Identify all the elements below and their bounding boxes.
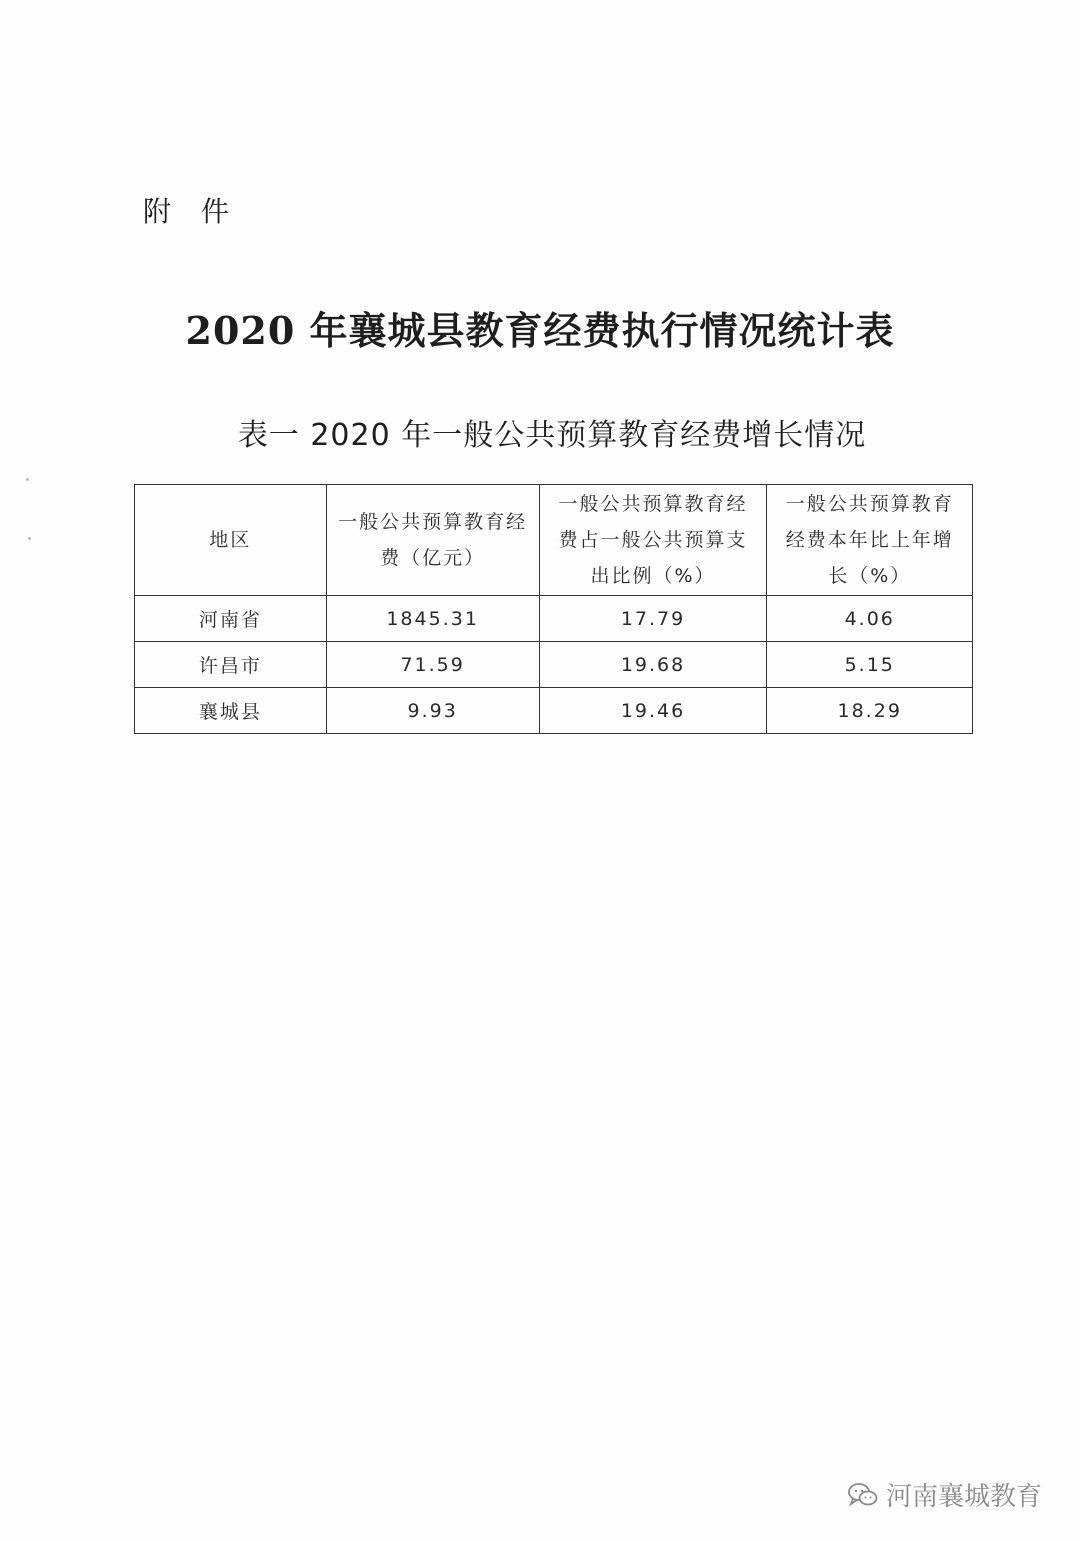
table-row [135,596,973,642]
header-funding-growth: 一般公共预算教育经费本年比上年增长（%） [767,485,973,596]
cell-region: 河南省 [135,596,327,642]
cell-funding-growth: 18.29 [767,688,973,734]
cell-region: 许昌市 [135,642,327,688]
cell-funding-share: 17.79 [539,596,767,642]
cell-funding-share: 19.46 [539,688,767,734]
cell-funding-share: 19.68 [539,642,767,688]
header-region: 地区 [135,485,327,596]
cell-funding: 9.93 [326,688,539,734]
header-funding-share: 一般公共预算教育经费占一般公共预算支出比例（%） [539,485,767,596]
attachment-label: 附件 [143,195,260,228]
scan-speck [26,478,29,481]
scan-speck [28,537,31,540]
watermark-text: 河南襄城教育 [886,1482,1043,1512]
cell-funding: 71.59 [326,642,539,688]
table-row [135,688,973,734]
cell-region: 襄城县 [135,688,327,734]
table-subtitle: 表一 2020 年一般公共预算教育经费增长情况 [237,418,867,453]
table-row [135,642,973,688]
watermark [848,1476,1042,1513]
document-title: 2020 年襄城县教育经费执行情况统计表 [185,308,895,353]
header-funding: 一般公共预算教育经费（亿元） [326,485,539,596]
cell-funding-growth: 4.06 [767,596,973,642]
education-funding-table [134,484,973,734]
cell-funding: 1845.31 [326,596,539,642]
cell-funding-growth: 5.15 [767,642,973,688]
wechat-icon [848,1482,878,1508]
table-header-row [135,485,973,596]
